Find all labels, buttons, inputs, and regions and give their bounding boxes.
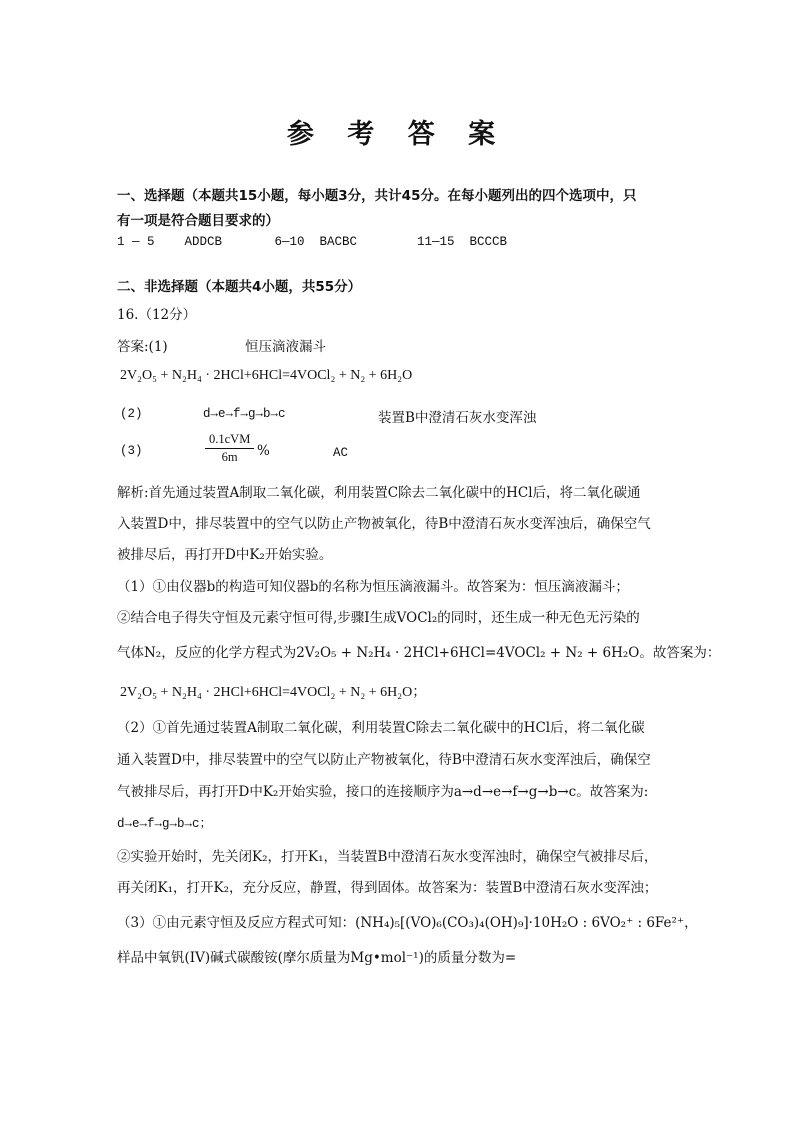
section1-heading: 一、选择题（本题共15小题，每小题3分，共计45分。在每小题列出的四个选项中，只 — [117, 188, 637, 204]
analysis-line-5: ②结合电子得失守恒及元素守恒可得,步骤Ⅰ生成VOCl₂的同时，还生成一种无色无污染的 — [117, 610, 640, 626]
fraction-numerator: 0.1cVM — [205, 432, 254, 449]
analysis-line-10: 气被排尽后，再打开D中K₂开始实验，接口的连接顺序为a→d→e→f→g→b→c。故答案为: — [117, 784, 649, 800]
analysis-line-4: （1）①由仪器b的构造可知仪器b的名称为恒压滴液漏斗。故答案为：恒压滴液漏斗； — [117, 579, 629, 595]
question-16-label: 16.（12分） — [117, 307, 197, 323]
page-title: 参 考 答 案 — [286, 119, 508, 150]
analysis-line-15: 样品中氧钒(IV)碱式碳酸铵(摩尔质量为Mg•mol⁻¹)的质量分数为= — [117, 950, 517, 966]
choice-answers: 1 — 5 ADDCB 6—10 BACBC 11—15 BCCCB — [117, 235, 508, 249]
fraction-denominator: 6m — [221, 450, 238, 464]
equation-1: 2V₂O₅ + N₂H₄ · 2HCl+6HCl=4VOCl₂ + N₂ + 6H₂O — [120, 368, 413, 383]
analysis-line-14: （3）①由元素守恒及反应方程式可知：(NH₄)₅[(VO)₆(CO₃)₄(OH)₉]·10H₂O : 6VO₂⁺ : 6Fe²⁺， — [117, 915, 698, 931]
section2-heading: 二、非选择题（本题共4小题，共55分） — [117, 279, 362, 295]
analysis-line-12: ②实验开始时，先关闭K₂，打开K₁，当装置B中澄清石灰水变浑浊时，确保空气被排尽后， — [117, 849, 658, 865]
analysis-line-13: 再关闭K₁，打开K₂，充分反应，静置，得到固体。故答案为：装置B中澄清石灰水变浑浊； — [117, 880, 658, 896]
fraction-unit: % — [257, 443, 270, 459]
answer-3-choice: AC — [333, 446, 349, 460]
analysis-line-3: 被排尽后，再打开D中K₂开始实验。 — [117, 547, 333, 563]
analysis-line-11: d→e→f→g→b→c； — [117, 817, 213, 831]
analysis-equation: 2V₂O₅ + N₂H₄ · 2HCl+6HCl=4VOCl₂ + N₂ + 6H₂O； — [120, 685, 427, 700]
analysis-line-1: 解析:首先通过装置A制取二氧化碳，利用装置C除去二氧化碳中的HCl后，将二氧化碳通 — [117, 485, 641, 501]
answer-2-sequence: d→e→f→g→b→c — [203, 407, 286, 421]
fraction-expression — [205, 432, 254, 465]
answer-1-label: 答案:(1) — [117, 339, 168, 355]
analysis-line-9: 通入装置D中，排尽装置中的空气以防止产物被氧化，待B中澄清石灰水变浑浊后，确保空 — [117, 752, 651, 768]
answer-1-value: 恒压滴液漏斗 — [245, 339, 326, 355]
answer-3-label: (3) — [120, 444, 143, 458]
analysis-line-8: （2）①首先通过装置A制取二氧化碳，利用装置C除去二氧化碳中的HCl后，将二氧化碳 — [117, 720, 645, 736]
analysis-line-2: 入装置D中，排尽装置中的空气以防止产物被氧化，待B中澄清石灰水变浑浊后，确保空气 — [117, 516, 651, 532]
answer-2-text: 装置B中澄清石灰水变浑浊 — [378, 410, 537, 426]
analysis-line-6: 气体N₂，反应的化学方程式为2V₂O₅ + N₂H₄ · 2HCl+6HCl=4VOCl₂ + N₂ + 6H₂O。故答案为： — [117, 645, 721, 661]
section1-heading-cont: 有一项是符合题目要求的） — [117, 213, 279, 229]
answer-2-label: (2) — [120, 407, 143, 421]
